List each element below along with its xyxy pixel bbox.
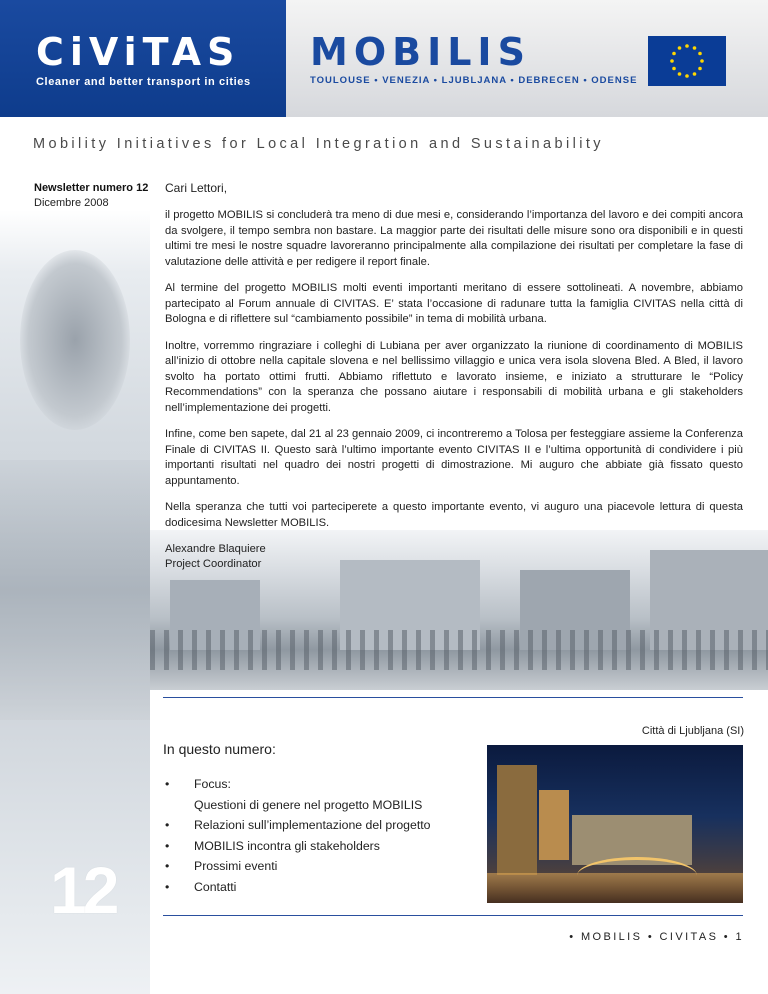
- signature-role: Project Coordinator: [165, 558, 262, 570]
- letter-paragraph: Inoltre, vorremmo ringraziare i colleghi di Lubiana per aver organizzato la riunione di coordinamento di MOBILIS all’inizio di ottobre nella capitale slovena e nel bellissimo villaggio e unica vera isola slovena Bled. A Bled, il lavoro svolto ha portato ottimi frutti. Abbiamo riflettuto e lavorato insieme, e iniziato a strutturare le “Policy Recommendations” con la speranza che possano aiutare i responsabili di mobilità urbana e gli stakeholders nell’implementazione dei progetti.: [165, 339, 743, 414]
- toc-item: [163, 815, 473, 836]
- toc-item-label: Focus:: [194, 777, 231, 791]
- issue-date: Dicembre 2008: [34, 197, 109, 209]
- civitas-logo: CiViTAS: [36, 30, 241, 74]
- signature: [165, 542, 743, 572]
- divider-bottom: [163, 915, 743, 916]
- page-footer: • MOBILIS • CIVITAS • 1: [569, 931, 744, 943]
- toc-list: [163, 774, 473, 897]
- toc-item: [163, 774, 473, 795]
- toc-item-label: Prossimi eventi: [194, 859, 278, 873]
- mobilis-header: [286, 0, 768, 117]
- bullet-icon: •: [165, 818, 170, 832]
- letter-paragraph: Infine, come ben sapete, dal 21 al 23 gennaio 2009, ci incontreremo a Tolosa per festeggiare assieme la Conferenza Finale di CIVITAS II. Questo sarà l’ultimo importante evento CIVITAS II e l’ultima opportunità di condividere i più importanti risultati nel quadro dei nostri progetti di dimostrazione. Mi auguro che abbiate già fissato questo appuntamento.: [165, 428, 743, 487]
- toc-item: [163, 856, 473, 877]
- letter-greeting: Cari Lettori,: [165, 181, 228, 195]
- toc-item: [163, 877, 473, 898]
- issue-label: Newsletter numero 12: [34, 182, 149, 194]
- photo-caption: Città di Ljubljana (SI): [641, 725, 744, 737]
- ljubljana-photo: [487, 745, 743, 903]
- newsletter-subtitle: Mobility Initiatives for Local Integration and Sustainability: [33, 136, 604, 152]
- letter-paragraph: il progetto MOBILIS si concluderà tra meno di due mesi e, considerando l’importanza del lavoro e dei compiti ancora da svolgere, il tempo sembra non bastare. La maggior parte dei risultati delle misure sono ora disponibili e in questi ultimi tre mesi le nostre squadre lavoreranno principalmente alla compilazione dei risultati per completare la fase di valutazione delle attività e per redigere il report finale.: [165, 209, 743, 268]
- letter-body: [165, 208, 743, 572]
- toc-item-sub: Questioni di genere nel progetto MOBILIS: [194, 797, 423, 812]
- civitas-tagline: Cleaner and better transport in cities: [36, 76, 251, 88]
- toc-item-label: MOBILIS incontra gli stakeholders: [194, 838, 380, 853]
- toc-item-label: Relazioni sull’implementazione del progetto: [194, 818, 431, 832]
- civitas-header: [0, 0, 286, 117]
- toc-item: [163, 795, 473, 816]
- eu-flag-icon: [648, 36, 726, 86]
- bullet-icon: •: [165, 879, 170, 894]
- bullet-icon: •: [165, 859, 170, 873]
- letter-paragraph: Nella speranza che tutti voi parteciperete a questo importante evento, vi auguro una piacevole lettura di questa dodicesima Newsletter MOBILIS.: [165, 501, 743, 529]
- mobilis-cities: TOULOUSE • VENEZIA • LJUBLJANA • DEBRECEN • ODENSE: [310, 75, 638, 86]
- toc-item: [163, 836, 473, 857]
- bullet-icon: •: [165, 777, 170, 791]
- letter-paragraph: Al termine del progetto MOBILIS molti eventi importanti meritano di essere sottolineati. A novembre, abbiamo partecipato al Forum annuale di CIVITAS. E’ stata l’occasione di radunare tutta la famiglia CIVITAS nella città di Bologna e di riflettere sul “cambiamento possibile” in tema di mobilità urbana.: [165, 282, 743, 325]
- bullet-icon: •: [165, 838, 170, 853]
- mobilis-logo: MOBILIS: [310, 30, 531, 74]
- toc-item-label: Contatti: [194, 879, 237, 894]
- signature-name: Alexandre Blaquiere: [165, 543, 266, 555]
- toc-title: In questo numero:: [163, 741, 276, 757]
- divider-top: [163, 697, 743, 698]
- issue-number: 12: [50, 853, 116, 927]
